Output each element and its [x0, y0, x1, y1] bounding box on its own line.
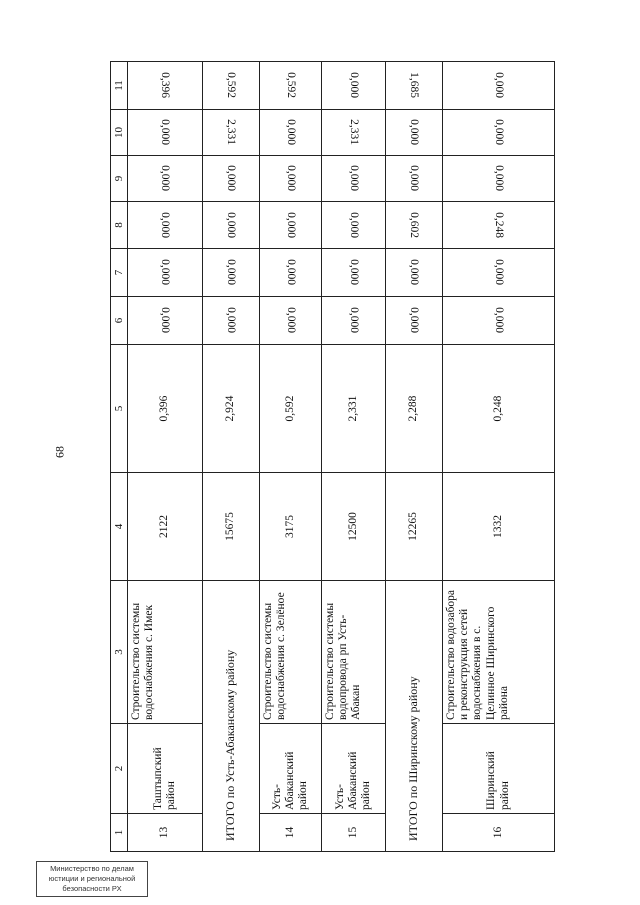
- value-cell: [443, 202, 555, 249]
- table-row: [443, 62, 555, 852]
- value-cell: 0,592: [260, 345, 322, 473]
- value-cell: [443, 156, 555, 202]
- total-label: ИТОГО по Усть-Абаканскому району: [203, 581, 260, 852]
- value-cell: [260, 62, 322, 110]
- flipped-value: 0,000: [348, 259, 361, 286]
- flipped-value: 0,000: [159, 307, 172, 334]
- value-cell: [322, 297, 386, 345]
- value-cell: [322, 202, 386, 249]
- district-cell: Ширинский район: [443, 724, 555, 814]
- flipped-value: 2,331: [348, 119, 361, 146]
- total-label: ИТОГО по Ширинскому району: [386, 581, 443, 852]
- header-cell: 6: [111, 297, 128, 345]
- row-number: 16: [443, 814, 555, 852]
- value-cell: [203, 202, 260, 249]
- flipped-value: 2,331: [225, 119, 238, 146]
- flipped-value: 0,000: [159, 119, 172, 146]
- value-cell: [203, 249, 260, 297]
- flipped-value: 0,000: [493, 259, 506, 286]
- value-cell: [443, 62, 555, 110]
- flipped-value: 0,592: [225, 72, 238, 99]
- value-cell: 12265: [386, 473, 443, 581]
- value-cell: [128, 202, 203, 249]
- value-cell: 0,396: [128, 345, 203, 473]
- row-number: 15: [322, 814, 386, 852]
- total-row: [386, 62, 443, 852]
- flipped-value: 0,000: [159, 259, 172, 286]
- value-cell: [386, 297, 443, 345]
- flipped-value: 0,000: [348, 72, 361, 99]
- flipped-value: 0,000: [225, 212, 238, 238]
- flipped-value: 0,000: [285, 307, 298, 334]
- value-cell: [322, 110, 386, 156]
- data-table: [110, 62, 553, 852]
- table-row: [260, 62, 322, 852]
- flipped-value: 0,000: [408, 119, 421, 146]
- value-cell: 2,331: [322, 345, 386, 473]
- row-number: 14: [260, 814, 322, 852]
- value-cell: 0,248: [443, 345, 555, 473]
- flipped-value: 0,000: [493, 307, 506, 334]
- flipped-value: 0,000: [493, 119, 506, 146]
- flipped-value: 0,000: [408, 307, 421, 334]
- value-cell: [322, 62, 386, 110]
- flipped-value: 0,000: [408, 165, 421, 192]
- district-cell: Усть-Абаканский район: [260, 724, 322, 814]
- page-number: 68: [52, 446, 67, 458]
- value-cell: 15675: [203, 473, 260, 581]
- value-cell: 1332: [443, 473, 555, 581]
- header-cell: 5: [111, 345, 128, 473]
- district-cell: Таштыпский район: [128, 724, 203, 814]
- registration-stamp: [36, 861, 148, 897]
- value-cell: [128, 249, 203, 297]
- value-cell: [128, 62, 203, 110]
- flipped-value: 0,000: [493, 165, 506, 192]
- value-cell: 3175: [260, 473, 322, 581]
- value-cell: [128, 156, 203, 202]
- header-cell: 8: [111, 202, 128, 249]
- value-cell: [386, 110, 443, 156]
- flipped-value: 0,000: [225, 307, 238, 334]
- value-cell: [203, 297, 260, 345]
- header-cell: 1: [111, 814, 128, 852]
- project-name-cell: Строительство водозабора и реконструкция сетей водоснабжения в с. Целинное Ширинского района: [443, 581, 555, 724]
- stamp-line: безопасности РХ: [62, 884, 122, 893]
- header-cell: 2: [111, 724, 128, 814]
- value-cell: [203, 110, 260, 156]
- stamp-line: Министерство по делам: [50, 864, 134, 873]
- value-cell: [386, 62, 443, 110]
- value-cell: [260, 156, 322, 202]
- district-cell: Усть-Абаканский район: [322, 724, 386, 814]
- value-cell: [260, 202, 322, 249]
- header-cell: 4: [111, 473, 128, 581]
- value-cell: [128, 297, 203, 345]
- value-cell: [386, 156, 443, 202]
- value-cell: 2122: [128, 473, 203, 581]
- flipped-value: 0,000: [285, 165, 298, 192]
- project-name-cell: Строительство системы водоснабжения с. Зелёное: [260, 581, 322, 724]
- total-row: [203, 62, 260, 852]
- flipped-value: 0,000: [285, 259, 298, 286]
- flipped-value: 0,000: [225, 165, 238, 192]
- flipped-value: 0,000: [285, 212, 298, 238]
- header-cell: 3: [111, 581, 128, 724]
- value-cell: 2,924: [203, 345, 260, 473]
- flipped-value: 0,000: [225, 259, 238, 286]
- table-row: [322, 62, 386, 852]
- value-cell: [128, 110, 203, 156]
- value-cell: [443, 297, 555, 345]
- value-cell: [386, 202, 443, 249]
- header-cell: 10: [111, 110, 128, 156]
- value-cell: [443, 249, 555, 297]
- value-cell: [260, 297, 322, 345]
- flipped-value: 0,000: [159, 165, 172, 192]
- flipped-value: 0,000: [348, 307, 361, 334]
- flipped-value: 0,396: [159, 72, 172, 99]
- flipped-value: 0,000: [493, 72, 506, 99]
- stamp-line: юстиции и региональной: [48, 874, 136, 883]
- value-cell: [322, 249, 386, 297]
- header-cell: 9: [111, 156, 128, 202]
- project-name-cell: Строительство системы водоснабжения с. Имек: [128, 581, 203, 724]
- flipped-value: 0,248: [493, 212, 506, 238]
- flipped-value: 1,685: [408, 72, 421, 99]
- value-cell: 12500: [322, 473, 386, 581]
- header-cell: 11: [111, 62, 128, 110]
- value-cell: [386, 249, 443, 297]
- value-cell: [203, 62, 260, 110]
- value-cell: [260, 110, 322, 156]
- flipped-value: 0,000: [159, 212, 172, 238]
- flipped-value: 0,000: [348, 165, 361, 192]
- value-cell: [203, 156, 260, 202]
- value-cell: [322, 156, 386, 202]
- flipped-value: 0,000: [408, 259, 421, 286]
- table-row: [128, 62, 203, 852]
- header-row: [111, 62, 128, 852]
- value-cell: [260, 249, 322, 297]
- project-name-cell: Строительство системы водопровода рп Усть-Абакан: [322, 581, 386, 724]
- flipped-value: 0,000: [348, 212, 361, 238]
- row-number: 13: [128, 814, 203, 852]
- flipped-value: 0,000: [285, 119, 298, 146]
- flipped-value: 0,602: [408, 212, 421, 238]
- value-cell: 2,288: [386, 345, 443, 473]
- value-cell: [443, 110, 555, 156]
- flipped-value: 0,592: [285, 72, 298, 99]
- header-cell: 7: [111, 249, 128, 297]
